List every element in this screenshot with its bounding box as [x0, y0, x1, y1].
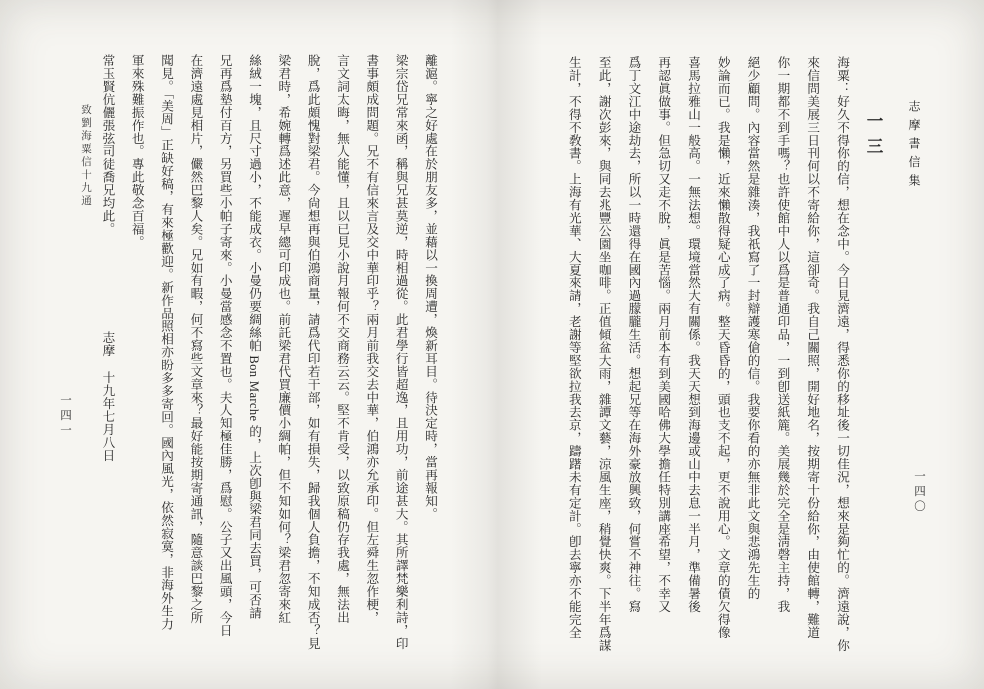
text-column: 生計，不得不敎書。上海有光華、大夏來請，老謝等堅欲拉我去京，躊躇未有定計。卽去寧亦不能完全 [566, 56, 581, 639]
text-column: 梁宗岱兄常來函，稱與兄甚莫逆，時相過從。此君學行皆超逸，且用功，前途甚大。其所譯梵樂利詩，印 [393, 54, 408, 650]
text-column: 絕少顧問。內容當然是雜湊，我祇寫了一封辯護寒傖的信。我要你看的亦無非此文與悲鴻先生的 [745, 56, 760, 600]
text-column: 在濟遠處見相片，儼然巴黎人矣。兄如有暇，何不寫些文章來？最好能按期寄通訊，隨意談巴黎之所 [188, 54, 203, 624]
left-page-text [92, 54, 444, 670]
text-column: 兄再爲墊付百方，另買些小帕子寄來。小曼當感念不置也。夫人知極佳勝，爲慰。公子又出風頭，今日 [217, 54, 232, 637]
text-column: 聞見。「美周」正缺好稿，有來極歡迎。新作品照相亦盼多多寄回。國內風光，依然寂寞，非海外生力 [159, 54, 174, 631]
running-head-right: 志摩書信集 [907, 100, 921, 193]
text-column: 絲絨一塊，且尺寸過小，不能成衣。小曼仍要綢絲帕 Bon Marche 的，上次卽與梁君同去買，可否請 [247, 54, 262, 620]
text-column: 妙論而已。我是懶，近來懶散得疑心成了病。整天昏昏的，頭也支不起，更不說用心。文章的債欠得像 [715, 56, 730, 639]
text-column: 離滬。寧之好處在於朋友多，並藉以一換周遭，煥新耳目。待決定時，當再報知。 [423, 54, 437, 521]
text-column: 脫，爲此頗愧對梁君。今尙想再與伯鴻商量，請爲代印若干部，如有損失，歸我個人負擔，不知成否？見 [305, 54, 320, 650]
signature: 志摩 [100, 331, 115, 358]
text-column: 書事頗成問題。兄不有信來言及交中華印乎？兩月前我交去中華，伯鴻亦允承印。但左舜生忽作梗， [364, 54, 379, 624]
text-column: 軍來殊難振作也。專此敬念百福。 [129, 54, 144, 249]
page-gutter-shadow [450, 0, 542, 689]
text-column: 海粟：好久不得你的信，想在念中。今日見濟遠，得悉你的移址後一切佳況，想來是夠忙的。濟遠說，你 [835, 56, 849, 652]
closing-column [92, 54, 121, 670]
text-column: 喜馬拉雅山一般高。一無法想。環境當然大有關係。我天天想到海邊或山中去息一半月，準備暑後 [686, 56, 701, 613]
closing-salute: 常玉賢伉儷張弦司徒喬兄均此。 [100, 54, 115, 236]
text-column: 爲丁文江中途劫去，所以一時還得在國內過朦朧生活。想起兄等在海外豪放興致，何嘗不神往。寫 [626, 56, 641, 613]
letter-date: 十九年七月八日 [100, 371, 115, 462]
page-number-left: 一四一 [59, 394, 71, 439]
right-page-text [558, 56, 856, 662]
text-column: 再認眞做事。但急切又走不脫，眞是苦惱。兩月前本有到美國哈佛大學擔任特別講座希望，不幸又 [656, 56, 671, 613]
text-column: 言文詞太晦，無人能懂，且以已見小說月報何不交商務云云。堅不肯受，以致原稿仍存我處，無法出 [335, 54, 350, 624]
running-head-left: 致劉海粟信十九通 [80, 104, 91, 208]
text-column: 你一期都不到手嗎？也許使館中人以爲是普通印品，一到卽送紙簏。美展幾於完全是淸磬主持，我 [775, 56, 790, 613]
text-column: 梁君時，希婉轉爲述此意，遲早總可印成也。前託梁君代買廉價小綢帕，但不知如何？梁君忽寄來紅 [276, 54, 291, 624]
letter-number: 一三 [864, 112, 883, 163]
page-number-right: 一四〇 [913, 470, 925, 515]
text-column: 至此，謝次彭來，與同去兆豐公園坐咖啡。正值傾盆大雨，雜譚文藝，涼風生座，稍覺快爽。下半年爲謀 [596, 56, 611, 652]
text-column: 來信問美展三日刊何以不寄給你，這卻奇。我自己關照，開好地名，按期寄十份給你，由使館轉，難道 [805, 56, 820, 639]
